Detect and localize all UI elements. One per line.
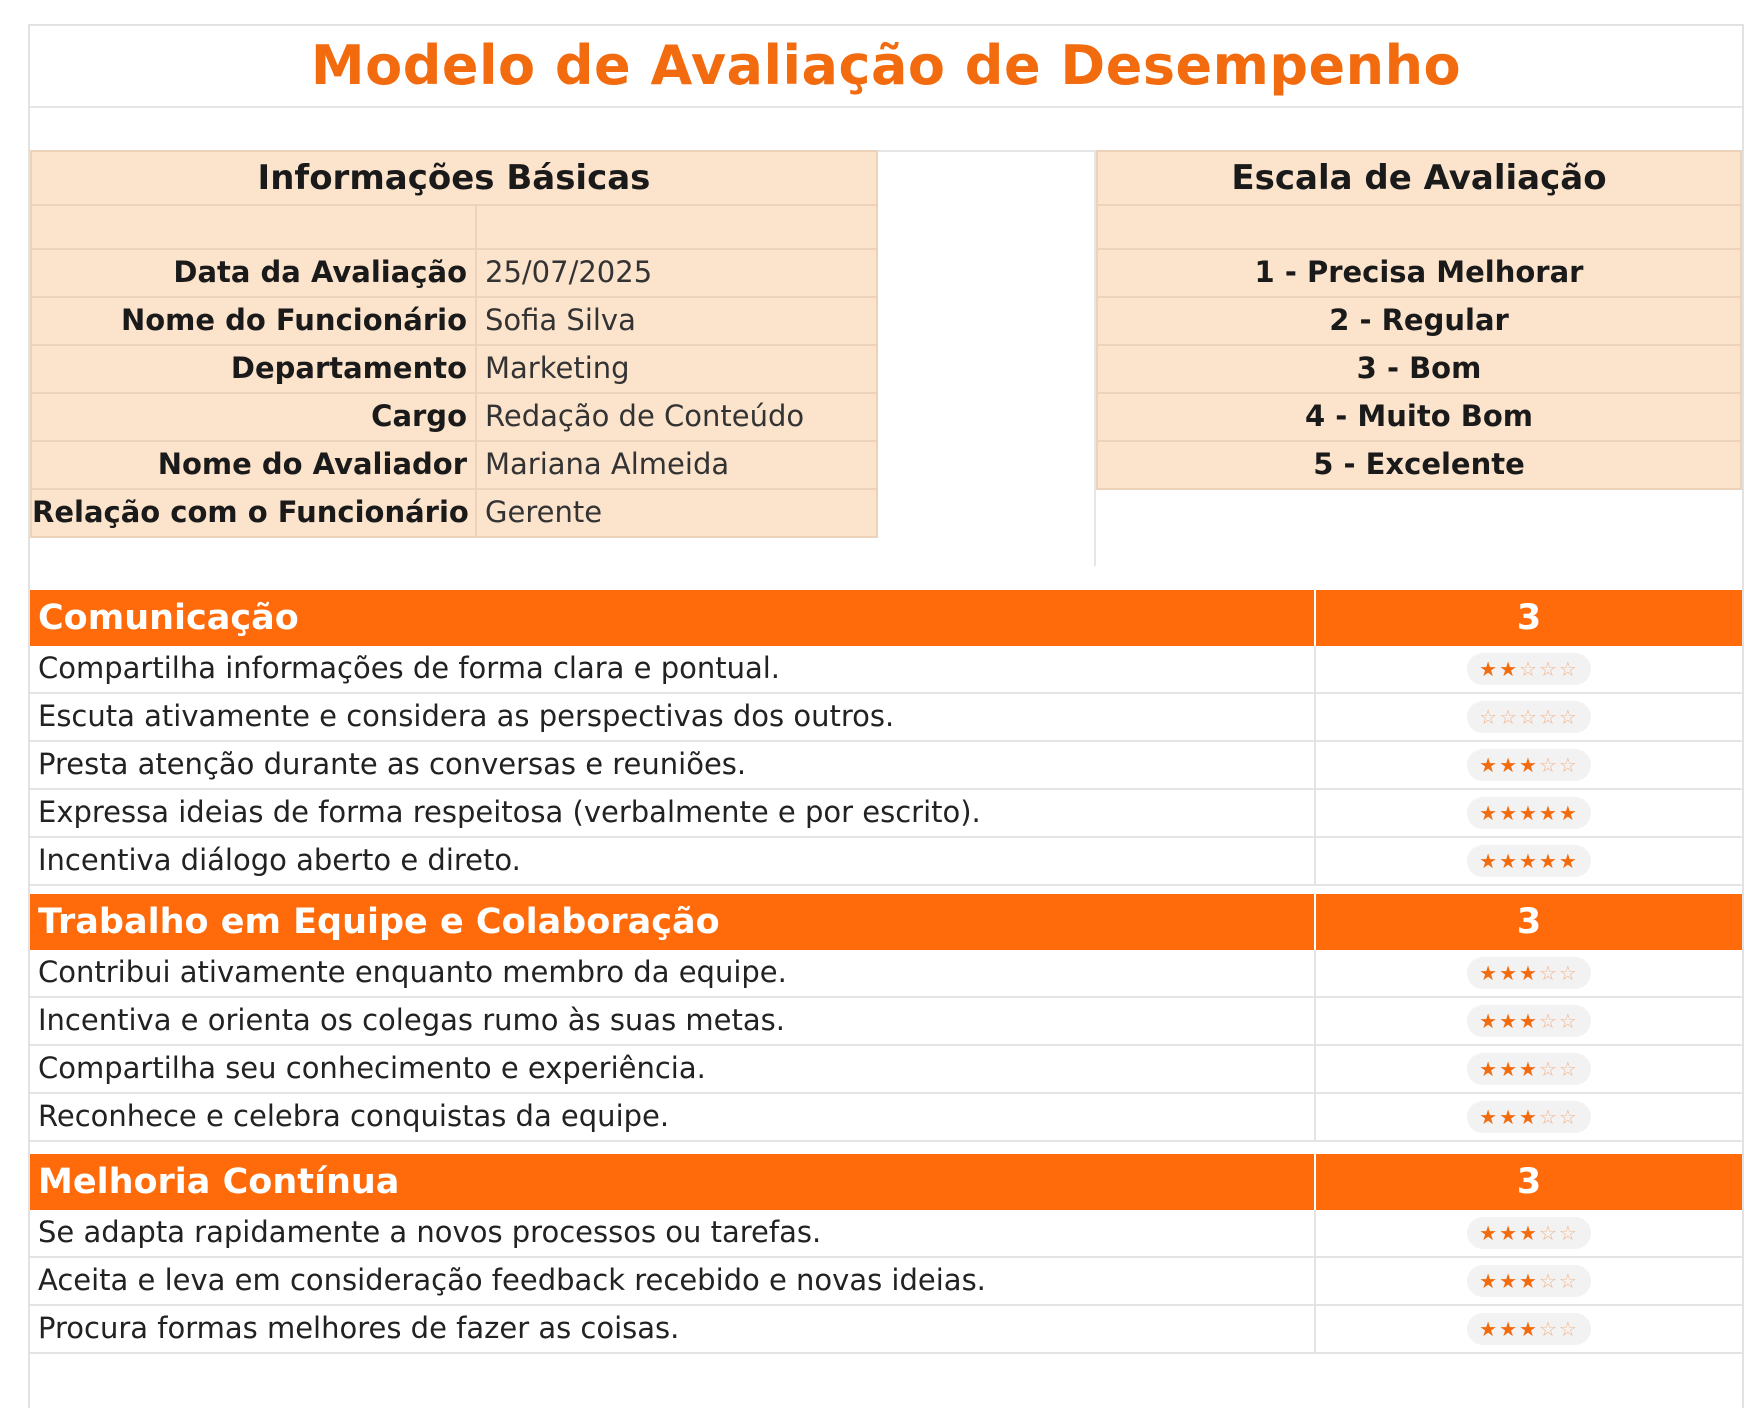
star-empty-icon: ☆ [1538,753,1559,777]
rating-cell[interactable] [1316,1094,1742,1140]
basic-info-spacer-row [30,206,878,250]
rating-scale-panel [1096,150,1742,490]
rating-cell[interactable] [1316,646,1742,692]
star-empty-icon: ☆ [1538,1105,1559,1129]
rating-cell[interactable] [1316,742,1742,788]
criterion-text[interactable]: Procura formas melhores de fazer as coisas. [30,1306,1316,1352]
star-filled-icon: ★ [1499,1105,1520,1129]
star-empty-icon: ☆ [1538,1009,1559,1033]
info-value-cell[interactable]: Mariana Almeida [485,447,730,481]
star-filled-icon: ★ [1479,1269,1500,1293]
info-row [30,394,878,442]
info-value-cell[interactable]: Sofia Silva [485,303,636,337]
section-header [30,1154,1742,1210]
info-row [30,250,878,298]
star-empty-icon: ☆ [1558,1057,1579,1081]
info-value-cell[interactable]: Gerente [485,495,603,529]
star-filled-icon: ★ [1499,1317,1520,1341]
star-empty-icon: ☆ [1538,1221,1559,1245]
rating-scale-heading: Escala de Avaliação [1096,150,1742,206]
star-empty-icon: ☆ [1558,1269,1579,1293]
star-empty-icon: ☆ [1519,705,1539,729]
star-rating[interactable] [1467,1313,1591,1345]
info-value-cell[interactable]: Redação de Conteúdo [485,399,805,433]
star-filled-icon: ★ [1479,1221,1500,1245]
criterion-row [30,646,1742,694]
star-empty-icon: ☆ [1538,1317,1559,1341]
star-filled-icon: ★ [1519,961,1539,985]
star-filled-icon: ★ [1499,1057,1520,1081]
rating-cell[interactable] [1316,694,1742,740]
star-filled-icon: ★ [1519,1317,1539,1341]
star-filled-icon: ★ [1519,1057,1539,1081]
star-filled-icon: ★ [1499,753,1520,777]
scale-level: 5 - Excelente [1096,442,1742,490]
scale-level: 1 - Precisa Melhorar [1096,250,1742,298]
criterion-row [30,1258,1742,1306]
star-filled-icon: ★ [1519,1221,1539,1245]
info-label: Nome do Funcionário [32,298,477,344]
info-row [30,346,878,394]
info-label: Cargo [32,394,477,440]
star-rating[interactable] [1467,845,1591,877]
info-value-cell[interactable]: Marketing [485,351,630,385]
star-filled-icon: ★ [1479,657,1500,681]
evaluation-section [30,590,1742,886]
star-empty-icon: ☆ [1499,705,1520,729]
info-label: Departamento [32,346,477,392]
star-filled-icon: ★ [1499,1009,1520,1033]
info-row [30,490,878,538]
basic-info-heading: Informações Básicas [30,150,878,206]
star-filled-icon: ★ [1499,657,1520,681]
criterion-text[interactable]: Reconhece e celebra conquistas da equipe. [30,1094,1316,1140]
scale-level: 4 - Muito Bom [1096,394,1742,442]
star-empty-icon: ☆ [1538,705,1559,729]
star-filled-icon: ★ [1499,801,1520,825]
star-filled-icon: ★ [1499,849,1520,873]
star-rating[interactable] [1467,653,1591,685]
star-filled-icon: ★ [1519,1009,1539,1033]
star-filled-icon: ★ [1519,1105,1539,1129]
evaluation-section [30,894,1742,1142]
star-filled-icon: ★ [1479,753,1500,777]
criterion-row [30,950,1742,998]
star-empty-icon: ☆ [1538,961,1559,985]
criterion-text[interactable]: Expressa ideias de forma respeitosa (verbalmente e por escrito). [30,790,1316,836]
star-empty-icon: ☆ [1538,1057,1559,1081]
star-empty-icon: ☆ [1558,657,1579,681]
star-empty-icon: ☆ [1558,961,1579,985]
star-filled-icon: ★ [1558,849,1579,873]
star-empty-icon: ☆ [1519,657,1539,681]
rating-cell[interactable] [1316,1046,1742,1092]
criterion-text[interactable]: Aceita e leva em consideração feedback recebido e novas ideias. [30,1258,1316,1304]
star-filled-icon: ★ [1519,849,1539,873]
criterion-row [30,1210,1742,1258]
star-filled-icon: ★ [1499,961,1520,985]
star-rating[interactable] [1467,1053,1591,1085]
criterion-row [30,742,1742,790]
section-score: 3 [1516,902,1542,942]
star-empty-icon: ☆ [1538,1269,1559,1293]
star-filled-icon: ★ [1499,1269,1520,1293]
star-filled-icon: ★ [1519,1269,1539,1293]
info-value-cell[interactable]: 25/07/2025 [485,255,653,289]
criterion-text[interactable]: Incentiva e orienta os colegas rumo às suas metas. [30,998,1316,1044]
star-rating[interactable] [1467,701,1591,733]
rating-cell[interactable] [1316,1306,1742,1352]
criterion-text[interactable]: Compartilha seu conhecimento e experiência. [30,1046,1316,1092]
star-empty-icon: ☆ [1479,705,1500,729]
criterion-text[interactable]: Compartilha informações de forma clara e pontual. [30,646,1316,692]
criterion-row [30,998,1742,1046]
info-label: Relação com o Funcionário [32,490,477,536]
star-filled-icon: ★ [1479,1317,1500,1341]
star-empty-icon: ☆ [1558,1221,1579,1245]
page-title: Modelo de Avaliação de Desempenho [30,26,1742,108]
criterion-text[interactable]: Presta atenção durante as conversas e reuniões. [30,742,1316,788]
criterion-text[interactable]: Incentiva diálogo aberto e direto. [30,838,1316,884]
section-header [30,894,1742,950]
criterion-text[interactable]: Se adapta rapidamente a novos processos ou tarefas. [30,1210,1316,1256]
criterion-row [30,838,1742,886]
rating-scale-spacer-row[interactable] [1096,206,1742,250]
criterion-row [30,694,1742,742]
star-rating[interactable] [1467,1265,1591,1297]
star-filled-icon: ★ [1479,1105,1500,1129]
evaluation-section [30,1154,1742,1354]
section-score: 3 [1516,598,1542,638]
info-row [30,442,878,490]
star-rating[interactable] [1467,957,1591,989]
rating-cell[interactable] [1316,1258,1742,1304]
criterion-text[interactable]: Escuta ativamente e considera as perspectivas dos outros. [30,694,1316,740]
section-title: Trabalho em Equipe e Colaboração [30,894,1316,950]
rating-cell[interactable] [1316,950,1742,996]
star-empty-icon: ☆ [1538,657,1559,681]
star-rating[interactable] [1467,797,1591,829]
star-filled-icon: ★ [1538,849,1559,873]
basic-info-panel [30,150,878,538]
empty-column [880,150,1096,566]
spreadsheet [28,24,1744,1408]
rating-cell[interactable] [1316,998,1742,1044]
info-label: Data da Avaliação [32,250,477,296]
section-title: Melhoria Contínua [30,1154,1316,1210]
star-rating[interactable] [1467,749,1591,781]
star-filled-icon: ★ [1558,801,1579,825]
star-filled-icon: ★ [1538,801,1559,825]
star-rating[interactable] [1467,1005,1591,1037]
empty-cell[interactable] [32,206,477,248]
star-empty-icon: ☆ [1558,1317,1579,1341]
info-label: Nome do Avaliador [32,442,477,488]
star-filled-icon: ★ [1479,801,1500,825]
criterion-row [30,1306,1742,1354]
rating-cell[interactable] [1316,838,1742,884]
section-header [30,590,1742,646]
star-rating[interactable] [1467,1101,1591,1133]
criterion-row [30,790,1742,838]
star-filled-icon: ★ [1499,1221,1520,1245]
scale-level: 2 - Regular [1096,298,1742,346]
star-empty-icon: ☆ [1558,705,1579,729]
criterion-text[interactable]: Contribui ativamente enquanto membro da equipe. [30,950,1316,996]
star-empty-icon: ☆ [1558,753,1579,777]
section-score: 3 [1516,1162,1542,1202]
empty-cell[interactable] [477,206,876,248]
rating-cell[interactable] [1316,1210,1742,1256]
star-rating[interactable] [1467,1217,1591,1249]
star-empty-icon: ☆ [1558,1009,1579,1033]
star-filled-icon: ★ [1479,1057,1500,1081]
criterion-row [30,1094,1742,1142]
rating-cell[interactable] [1316,790,1742,836]
scale-level: 3 - Bom [1096,346,1742,394]
criterion-row [30,1046,1742,1094]
star-empty-icon: ☆ [1558,1105,1579,1129]
info-row [30,298,878,346]
star-filled-icon: ★ [1519,753,1539,777]
star-filled-icon: ★ [1479,849,1500,873]
star-filled-icon: ★ [1479,1009,1500,1033]
star-filled-icon: ★ [1479,961,1500,985]
star-filled-icon: ★ [1519,801,1539,825]
section-title: Comunicação [30,590,1316,646]
empty-row[interactable] [30,108,1742,152]
